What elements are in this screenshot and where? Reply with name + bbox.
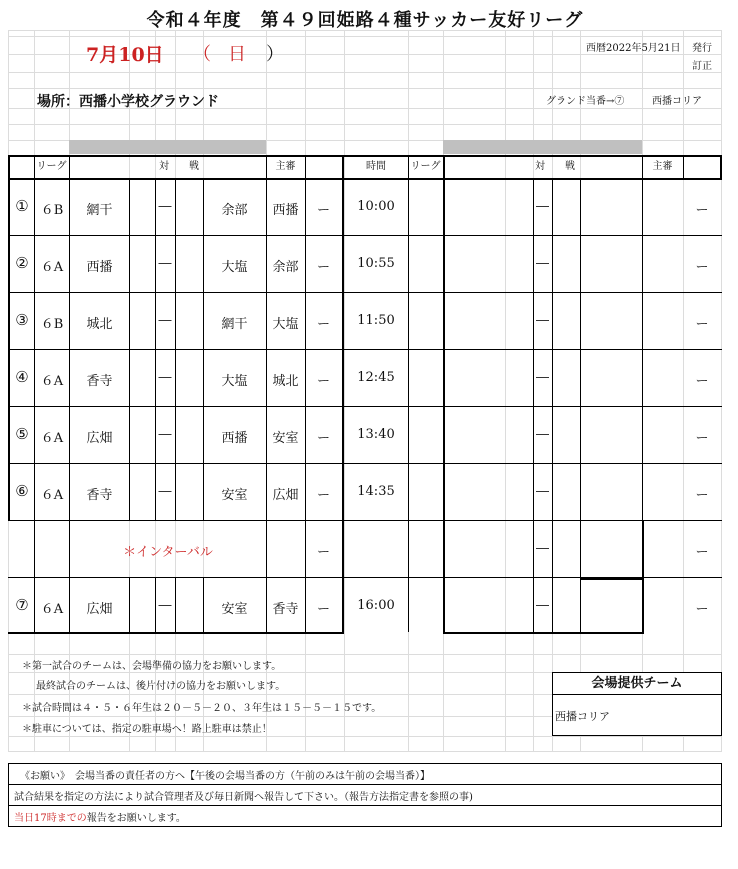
provider-team: 西播コリア bbox=[555, 710, 610, 723]
vs-mark: ― bbox=[158, 427, 172, 442]
note-first-match: ＊第一試合のチームは、会場準備の協力をお願いします。 bbox=[22, 661, 282, 672]
header-league: リーグ bbox=[36, 161, 67, 172]
referee-team: 広畑 bbox=[272, 488, 299, 503]
kickoff-time: 10:55 bbox=[357, 256, 395, 271]
provider-title: 会場提供チーム bbox=[591, 676, 683, 691]
dash-right: ー bbox=[695, 317, 709, 332]
vs-mark: ― bbox=[158, 313, 172, 328]
vs-mark-right: ― bbox=[536, 541, 549, 556]
league-cell: ６B bbox=[40, 317, 64, 332]
vs-mark-right: ― bbox=[536, 598, 549, 613]
dash: ー bbox=[316, 203, 330, 218]
match-header-bar-right bbox=[443, 140, 642, 154]
match-number: ③ bbox=[15, 311, 29, 329]
request-line-2: 試合結果を指定の方法により試合管理者及び毎日新聞へ報告して下さい。（報告方法指定書を参照の事) bbox=[14, 792, 473, 803]
dash-right: ー bbox=[695, 431, 709, 446]
referee-team: 西播 bbox=[272, 203, 299, 218]
dash: ー bbox=[316, 317, 330, 332]
referee-team: 大塩 bbox=[272, 317, 299, 332]
dash: ー bbox=[316, 488, 330, 503]
match-number: ⑦ bbox=[15, 596, 29, 614]
vs-mark: ― bbox=[158, 256, 172, 271]
league-cell: ６A bbox=[40, 431, 64, 446]
vs-mark: ― bbox=[158, 199, 172, 214]
note-last-match: 最終試合のチームは、後片付けの協力をお願いします。 bbox=[36, 681, 286, 692]
vs-mark: ― bbox=[158, 370, 172, 385]
home-team: 網干 bbox=[86, 203, 113, 218]
request-line-3-rest: 報告をお願いします。 bbox=[86, 813, 186, 824]
note-parking: ＊駐車については、指定の駐車場へ！路上駐車は禁止！ bbox=[22, 724, 272, 735]
dash-right: ー bbox=[695, 203, 709, 218]
home-team: 西播 bbox=[86, 260, 113, 275]
weekday-open: （ bbox=[193, 44, 211, 65]
dash-right: ー bbox=[695, 545, 709, 560]
match-number: ⑥ bbox=[15, 482, 29, 500]
header-referee: 主審 bbox=[275, 161, 296, 172]
ground-duty-label: グランド当番→⑦ bbox=[546, 96, 625, 107]
home-team: 香寺 bbox=[86, 374, 113, 389]
kickoff-time: 16:00 bbox=[357, 598, 395, 613]
vs-mark: ― bbox=[158, 598, 172, 613]
request-line-3 bbox=[14, 809, 186, 824]
vs-mark-right: ― bbox=[536, 427, 549, 442]
header-match-right: 対 戦 bbox=[535, 161, 575, 172]
kickoff-time: 14:35 bbox=[357, 484, 395, 499]
vs-mark-right: ― bbox=[536, 370, 549, 385]
match-number: ② bbox=[15, 254, 29, 272]
header-time: 時間 bbox=[366, 161, 386, 172]
header-league-right: リーグ bbox=[410, 161, 441, 172]
away-team: 安室 bbox=[221, 488, 248, 503]
dash: ー bbox=[316, 602, 330, 617]
match-number: ① bbox=[15, 197, 29, 215]
deadline-highlight: 当日17時までの bbox=[14, 813, 87, 824]
dash: ー bbox=[316, 545, 330, 560]
vs-mark: ― bbox=[158, 484, 172, 499]
dash: ー bbox=[316, 431, 330, 446]
league-cell: ６A bbox=[40, 260, 64, 275]
match-number: ⑤ bbox=[15, 425, 29, 443]
dash-right: ー bbox=[695, 374, 709, 389]
kickoff-time: 13:40 bbox=[357, 427, 395, 442]
league-cell: ６A bbox=[40, 602, 64, 617]
away-team: 安室 bbox=[221, 602, 248, 617]
home-team: 広畑 bbox=[86, 602, 113, 617]
provider-team-box bbox=[552, 694, 722, 736]
away-team: 網干 bbox=[221, 317, 248, 332]
away-team: 余部 bbox=[221, 203, 248, 218]
league-cell: ６A bbox=[40, 374, 64, 389]
header-referee-right: 主審 bbox=[652, 161, 673, 172]
request-line-1: 《お願い》 会場当番の責任者の方へ【午後の会場当番の方（午前のみは午前の会場当番）】 bbox=[20, 771, 430, 782]
issued-label: 発行 bbox=[692, 43, 712, 54]
dash-right: ー bbox=[695, 260, 709, 275]
referee-team: 城北 bbox=[272, 374, 299, 389]
kickoff-time: 10:00 bbox=[357, 199, 395, 214]
match-date: 7月10日 bbox=[86, 44, 164, 66]
interval-label: ＊インターバル bbox=[123, 545, 213, 560]
issued-date: 西暦2022年5月21日 bbox=[586, 43, 681, 54]
match-header-bar bbox=[69, 140, 266, 154]
weekday: 日 bbox=[228, 44, 246, 65]
dash-right: ー bbox=[695, 602, 709, 617]
vs-mark-right: ― bbox=[536, 313, 549, 328]
dash: ー bbox=[316, 260, 330, 275]
home-team: 城北 bbox=[86, 317, 113, 332]
note-match-time: ＊試合時間は４・５・６年生は２０－５－２０、３年生は１５－５－１５です。 bbox=[22, 703, 382, 714]
vs-mark-right: ― bbox=[536, 199, 549, 214]
league-cell: ６A bbox=[40, 488, 64, 503]
provider-title-box bbox=[552, 672, 722, 694]
ground-duty-team: 西播コリア bbox=[652, 96, 702, 107]
away-team: 大塩 bbox=[221, 374, 248, 389]
home-team: 香寺 bbox=[86, 488, 113, 503]
referee-team: 香寺 bbox=[272, 602, 299, 617]
match-number: ④ bbox=[15, 368, 29, 386]
referee-team: 安室 bbox=[272, 431, 299, 446]
dash: ー bbox=[316, 374, 330, 389]
weekday-close: ） bbox=[266, 44, 284, 65]
home-team: 広畑 bbox=[86, 431, 113, 446]
venue: 場所：西播小学校グラウンド bbox=[37, 94, 219, 110]
page-title: 令和４年度 第４９回姫路４種サッカー友好リーグ bbox=[146, 10, 584, 31]
dash-right: ー bbox=[695, 488, 709, 503]
kickoff-time: 11:50 bbox=[357, 313, 395, 328]
kickoff-time: 12:45 bbox=[357, 370, 395, 385]
away-team: 大塩 bbox=[221, 260, 248, 275]
vs-mark-right: ― bbox=[536, 256, 549, 271]
away-team: 西播 bbox=[221, 431, 248, 446]
league-cell: ６B bbox=[40, 203, 64, 218]
referee-team: 余部 bbox=[272, 260, 299, 275]
header-match: 対 戦 bbox=[159, 161, 199, 172]
vs-mark-right: ― bbox=[536, 484, 549, 499]
revised-label: 訂正 bbox=[692, 61, 712, 72]
